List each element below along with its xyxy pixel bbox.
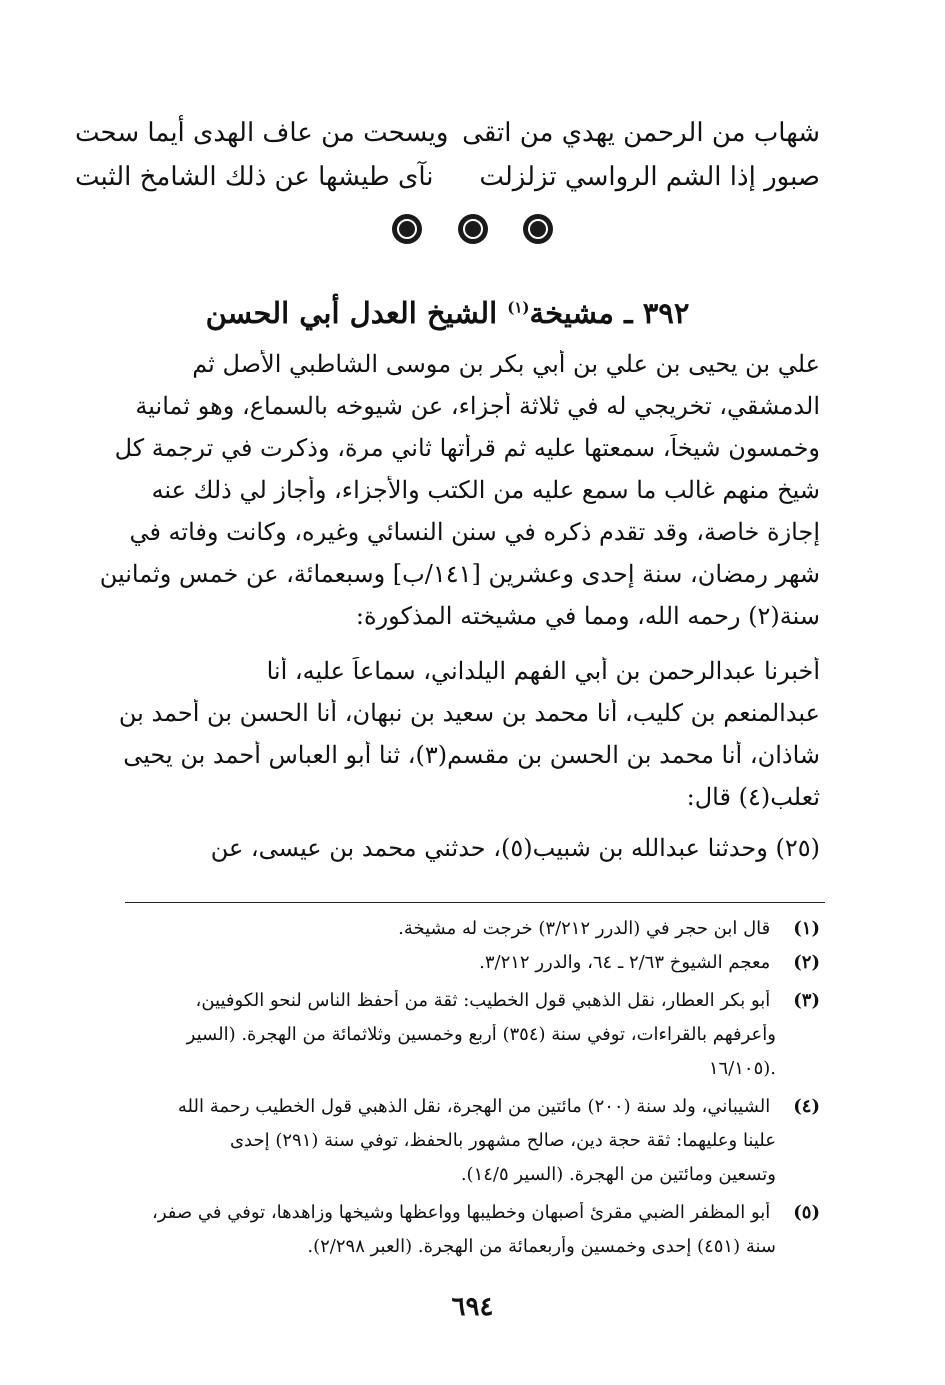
verse-second-hemistich: نآى طيشها عن ذلك الشامخ الثبت xyxy=(75,162,434,192)
section-number: ٣٩٢ xyxy=(642,296,690,330)
body-line: شاذان، أنا محمد بن الحسن بن مقسم(٣)، ثنا أبو العباس أحمد بن يحيى xyxy=(123,741,820,769)
footnote-line xyxy=(75,990,820,1022)
heading-word: مشيخة xyxy=(529,296,614,330)
poem-verse xyxy=(75,162,820,206)
body-line: سنة(٢) رحمه الله، ومما في مشيخته المذكورة: xyxy=(355,602,820,630)
body-line: وخمسون شيخاً، سمعتها عليه ثم قرأتها ثاني مرة، وذكرت في ترجمة كل xyxy=(114,434,820,462)
body-line: ثعلب(٤) قال: xyxy=(686,783,820,811)
footnote-line xyxy=(75,1202,820,1234)
body-line: إجازة خاصة، وقد تقدم ذكره في سنن النسائي وغيره، وكانت وفاته في xyxy=(129,518,820,546)
footnote-line xyxy=(75,952,820,984)
footnote-separator xyxy=(125,902,825,903)
footnote-line xyxy=(75,1096,820,1128)
footnote-line: وأعرفهم بالقراءات، توفي سنة (٣٥٤) أربع وخمسين وثلاثمائة من الهجرة. (السير xyxy=(186,1024,776,1045)
footnote-line: وتسعين ومائتين من الهجرة. (السير ١٤/٥). xyxy=(460,1164,776,1185)
body-line: علي بن يحيى بن علي بن أبي بكر بن موسى الشاطبي الأصل ثم xyxy=(192,350,820,378)
body-line: الدمشقي، تخريجي له في ثلاثة أجزاء، عن شيوخه بالسماع، وهو ثمانية xyxy=(135,392,820,420)
heading-dash: ـ xyxy=(624,296,633,330)
footnote-text: أبو بكر العطار، نقل الذهبي قول الخطيب: ثقة من أحفظ الناس لنحو الكوفيين، xyxy=(195,990,776,1011)
section-divider xyxy=(0,214,945,248)
knot-ornament-icon xyxy=(392,214,422,244)
verse-second-hemistich: ويسحت من عاف الهدى أيما سحت xyxy=(75,118,449,148)
footnote-text: قال ابن حجر في (الدرر ٣/٢١٢) خرجت له مشيخة. xyxy=(398,918,776,939)
heading-title: الشيخ العدل أبي الحسن xyxy=(205,296,498,330)
body-line: عبدالمنعم بن كليب، أنا محمد بن سعيد بن نبهان، أنا الحسن بن أحمد بن xyxy=(118,699,820,727)
poem-verse xyxy=(75,118,820,162)
footnote-ref: (١) xyxy=(507,298,530,317)
footnote-line: سنة (٤٥١) إحدى وخمسين وأربعمائة من الهجرة. (العبر ٢/٢٩٨). xyxy=(307,1236,776,1257)
footnote-number: (٢) xyxy=(793,952,820,973)
body-line: شهر رمضان، سنة إحدى وعشرين [١٤١/ب] وسبعمائة، عن خمس وثمانين xyxy=(99,560,820,588)
body-line: شيخ منهم غالب ما سمع عليه من الكتب والأجزاء، وأجاز لي ذلك عنه xyxy=(151,476,820,504)
footnote-number: (١) xyxy=(793,918,820,939)
knot-ornament-icon xyxy=(523,214,553,244)
body-line: (٢٥) وحدثنا عبدالله بن شبيب(٥)، حدثني محمد بن عيسى، عن xyxy=(210,834,820,862)
footnote-text: الشيباني، ولد سنة (٢٠٠) مائتين من الهجرة، نقل الذهبي قول الخطيب رحمة الله xyxy=(177,1096,776,1117)
footnote-line xyxy=(75,918,820,950)
footnote-number: (٣) xyxy=(793,990,820,1011)
page-number: ٦٩٤ xyxy=(451,1292,494,1322)
footnote-text: معجم الشيوخ ٢/٦٣ ـ ٦٤، والدرر ٣/٢١٢. xyxy=(479,952,776,973)
footnote-line: ١٦/١٠٥). xyxy=(708,1058,776,1079)
footnote-number: (٤) xyxy=(793,1096,820,1117)
knot-ornament-icon xyxy=(458,214,488,244)
footnote-line: علينا وعليهما: ثقة حجة دين، صالح مشهور بالحفظ، توفي سنة (٢٩١) إحدى xyxy=(229,1130,776,1151)
section-heading xyxy=(75,296,820,330)
verse-first-hemistich: صبور إذا الشم الرواسي تزلزلت xyxy=(479,162,820,192)
footnote-text: أبو المظفر الضبي مقرئ أصبهان وخطيبها وواعظها وشيخها وزاهدها، توفي في صفر، xyxy=(152,1202,776,1223)
verse-first-hemistich: شهاب من الرحمن يهدي من اتقى xyxy=(462,118,820,148)
body-line: أخبرنا عبدالرحمن بن أبي الفهم اليلداني، سماعاً عليه، أنا xyxy=(266,657,820,685)
footnote-number: (٥) xyxy=(793,1202,820,1223)
